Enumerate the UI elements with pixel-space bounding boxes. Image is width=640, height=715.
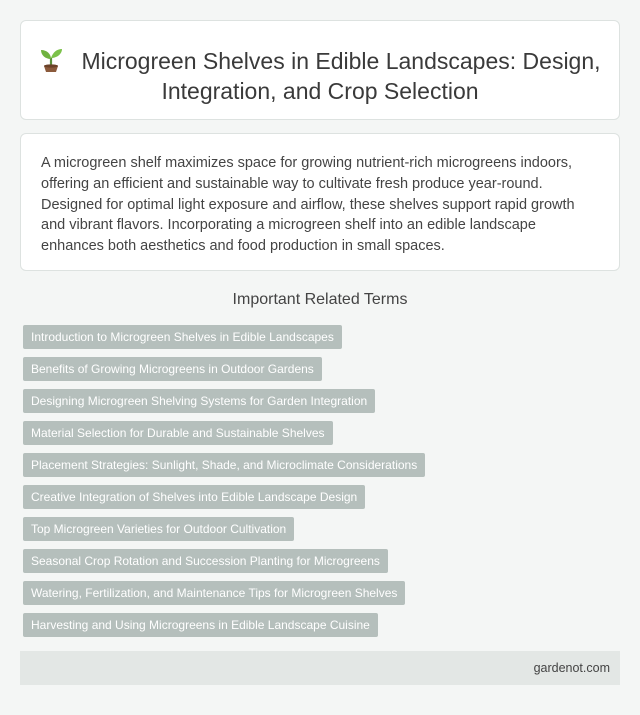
intro-paragraph: A microgreen shelf maximizes space for growing nutrient-rich microgreens indoors, offering an efficient and sustainable way to cultivate fresh produce year-round. Designed for optimal light exposure and airflow, these shelves support rapid growth and vibrant flavors. Incorporating a microgreen shelf into an edible landscape enhances both aesthetics and food production in small spaces.: [41, 155, 575, 255]
footer-site-name[interactable]: gardenot.com: [533, 661, 610, 675]
term-link-3[interactable]: Designing Microgreen Shelving Systems for Garden Integration: [23, 389, 375, 413]
page-title-text: Microgreen Shelves in Edible Landscapes: Design, Integration, and Crop Selection: [81, 48, 601, 104]
term-link-4[interactable]: Material Selection for Durable and Sustainable Shelves: [23, 421, 333, 445]
term-link-2[interactable]: Benefits of Growing Microgreens in Outdoor Gardens: [23, 357, 322, 381]
footer: [20, 651, 620, 685]
term-link-9[interactable]: Watering, Fertilization, and Maintenance Tips for Microgreen Shelves: [23, 581, 405, 605]
sprout-icon: [39, 46, 63, 72]
term-link-1[interactable]: Introduction to Microgreen Shelves in Edible Landscapes: [23, 325, 342, 349]
term-link-8[interactable]: Seasonal Crop Rotation and Succession Planting for Microgreens: [23, 549, 388, 573]
page-title: [21, 46, 619, 106]
term-link-7[interactable]: Top Microgreen Varieties for Outdoor Cultivation: [23, 517, 294, 541]
term-link-5[interactable]: Placement Strategies: Sunlight, Shade, and Microclimate Considerations: [23, 453, 425, 477]
related-terms-heading: Important Related Terms: [232, 291, 408, 308]
term-link-10[interactable]: Harvesting and Using Microgreens in Edible Landscape Cuisine: [23, 613, 378, 637]
title-card: [20, 20, 620, 120]
term-link-6[interactable]: Creative Integration of Shelves into Edible Landscape Design: [23, 485, 365, 509]
related-terms-list: [23, 325, 623, 645]
intro-card: [20, 133, 620, 271]
